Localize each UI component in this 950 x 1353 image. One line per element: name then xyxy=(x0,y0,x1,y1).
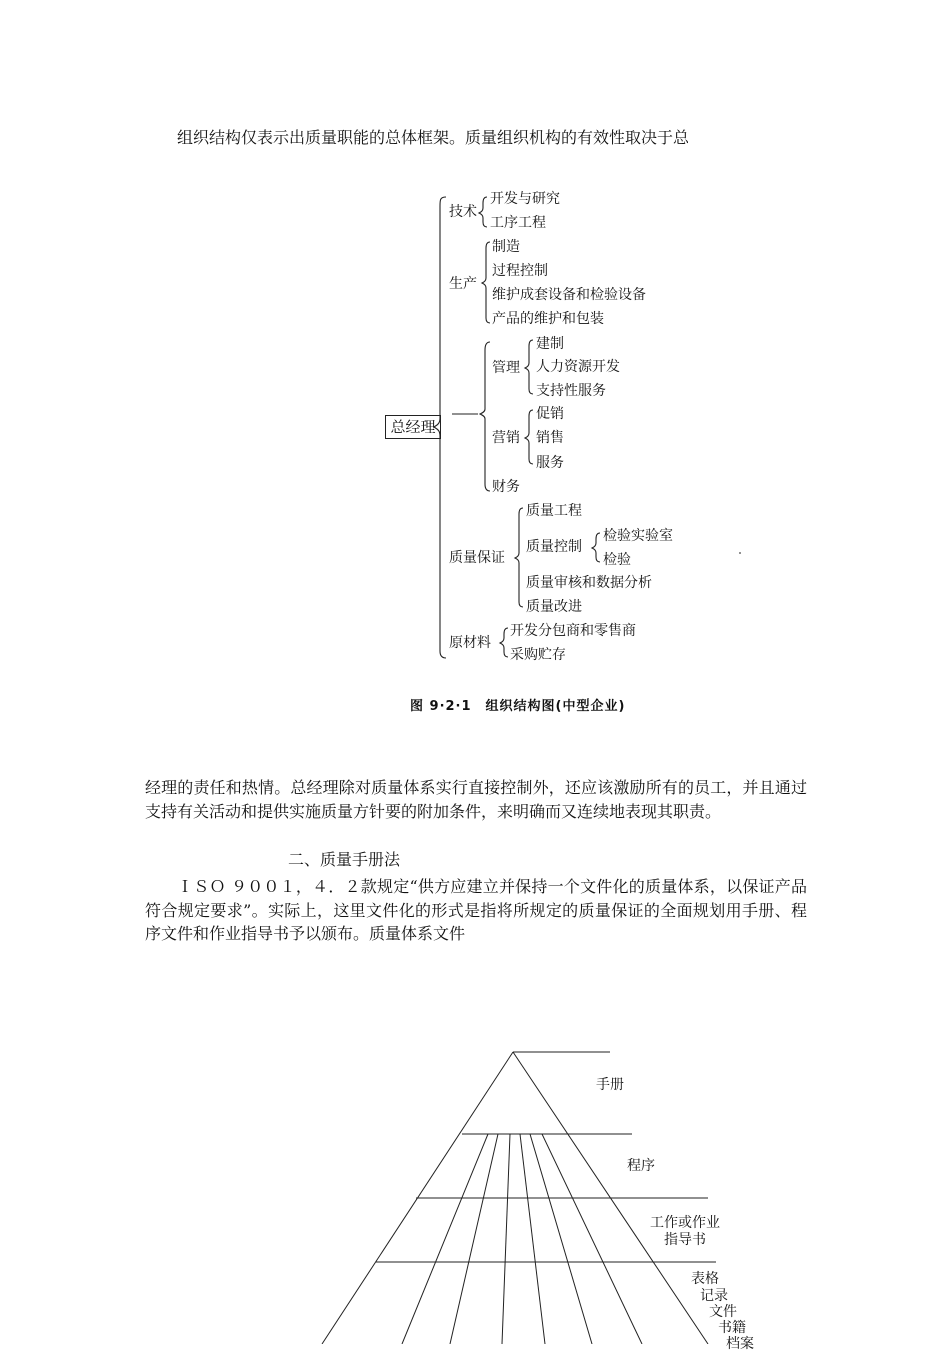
org-node-sales: 销售 xyxy=(536,430,564,446)
org-node-marketing: 营销 xyxy=(492,430,520,446)
org-node-promotion: 促销 xyxy=(536,406,564,422)
org-node-technology: 技术 xyxy=(449,204,477,220)
org-node-quality-assurance: 质量保证 xyxy=(449,550,505,566)
pyramid-label-work-line2: 指导书 xyxy=(664,1232,706,1248)
org-node-product-packaging: 产品的维护和包装 xyxy=(492,311,604,327)
pyramid-label-work-instructions xyxy=(650,1215,720,1249)
pyramid-label-manual: 手册 xyxy=(596,1077,624,1093)
org-node-equipment-maintenance: 维护成套设备和检验设备 xyxy=(492,287,646,303)
org-node-raw-materials: 原材料 xyxy=(449,635,491,651)
org-node-management: 管理 xyxy=(492,360,520,376)
org-node-finance: 财务 xyxy=(492,479,520,495)
org-node-inspection-lab: 检验实验室 xyxy=(603,528,673,544)
pyramid-label-records-3: 文件 xyxy=(709,1304,737,1320)
paragraph-iso: ＩＳＯ ９００１，４．２款规定“供方应建立并保持一个文件化的质量体系，以保证产品符合规定要求”。实际上，这里文件化的形式是指将所规定的质量保证的全面规划用手册、程序文件和作业指导书予以颁布。质量体系文件 xyxy=(145,877,807,943)
org-node-production: 生产 xyxy=(449,276,477,292)
paragraph-responsibility: 经理的责任和热情。总经理除对质量体系实行直接控制外，还应该激励所有的员工，并且通过支持有关活动和提供实施质量方针要的附加条件，来明确而又连续地表现其职责。 xyxy=(145,778,807,821)
pyramid-label-records-4: 书籍 xyxy=(718,1320,746,1336)
org-node-process-engineering: 工序工程 xyxy=(490,215,546,231)
pyramid-label-work-line1: 工作或作业 xyxy=(650,1215,720,1231)
org-node-quality-engineering: 质量工程 xyxy=(526,503,582,519)
paragraph-intro: 组织结构仅表示出质量职能的总体框架。质量组织机构的有效性取决于总 xyxy=(177,128,690,147)
pyramid-label-records-5: 档案 xyxy=(726,1336,754,1352)
section-heading: 二、质量手册法 xyxy=(288,850,401,869)
org-node-quality-improvement: 质量改进 xyxy=(526,599,582,615)
pyramid-label-records-1: 表格 xyxy=(691,1271,719,1287)
org-node-quality-control: 质量控制 xyxy=(526,539,582,555)
org-node-inspection: 检验 xyxy=(603,552,631,568)
org-node-manufacturing: 制造 xyxy=(492,239,520,255)
org-node-service: 服务 xyxy=(536,455,564,471)
org-node-hr-development: 人力资源开发 xyxy=(536,359,620,375)
org-node-process-control: 过程控制 xyxy=(492,263,548,279)
pyramid-label-records-2: 记录 xyxy=(700,1288,728,1304)
org-root-general-manager: 总经理 xyxy=(385,415,441,439)
org-node-subcontractors: 开发分包商和零售商 xyxy=(510,623,636,639)
pyramid-label-procedures: 程序 xyxy=(627,1158,655,1174)
org-node-quality-audit: 质量审核和数据分析 xyxy=(526,575,652,591)
org-node-support-services: 支持性服务 xyxy=(536,383,606,399)
org-node-organization: 建制 xyxy=(536,336,564,352)
figure-caption: 图 9·2·1 组织结构图(中型企业) xyxy=(410,699,626,714)
org-node-procurement-storage: 采购贮存 xyxy=(510,647,566,663)
org-node-rnd: 开发与研究 xyxy=(490,191,560,207)
